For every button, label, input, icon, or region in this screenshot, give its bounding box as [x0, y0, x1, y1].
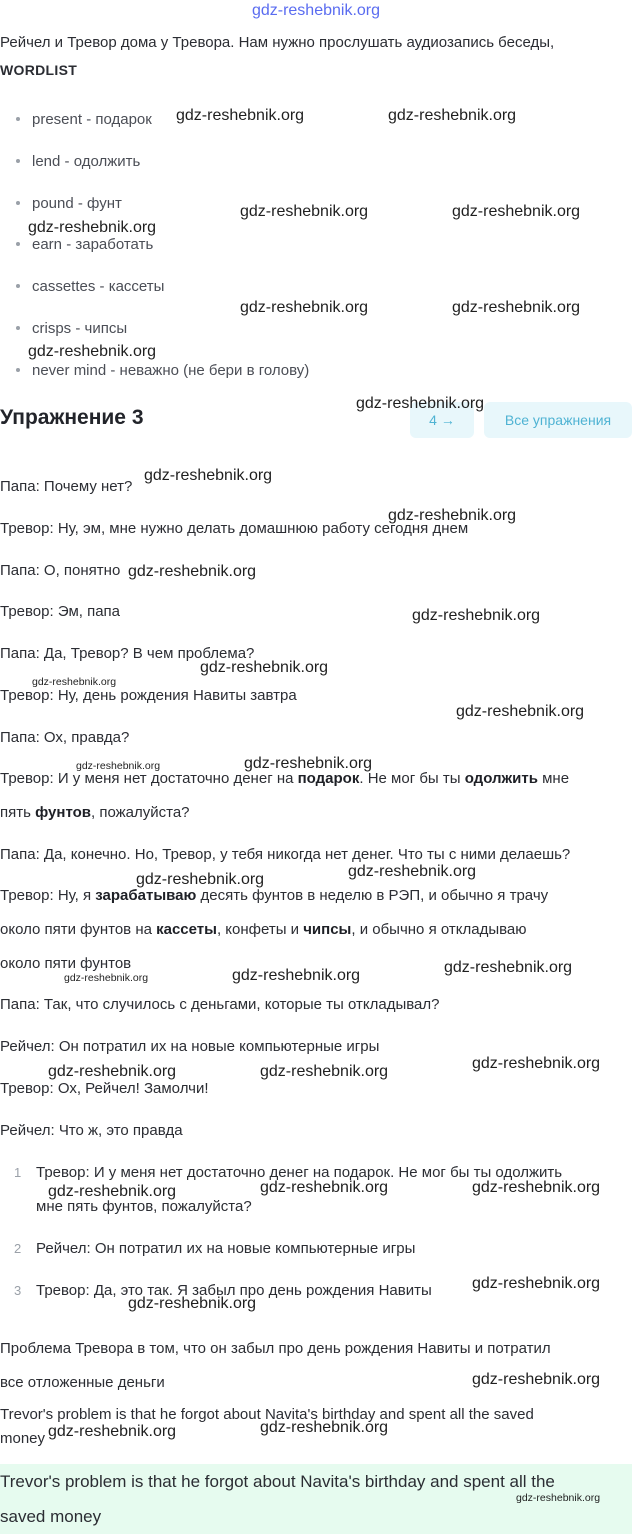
list-item: never mind - неважно (не бери в голову)	[16, 362, 309, 379]
watermark: gdz-reshebnik.org	[260, 1419, 389, 1436]
next-exercise-button[interactable]: 4 →	[410, 402, 474, 438]
watermark: gdz-reshebnik.org	[48, 1423, 177, 1440]
answer-line: Trevor's problem is that he forgot about Navita's birthday and spent all the	[0, 1472, 555, 1491]
answer-line: saved money	[0, 1507, 102, 1526]
list-item: lend - одолжить	[16, 153, 140, 170]
watermark: gdz-reshebnik.org	[452, 203, 581, 220]
dialogue-line: Тревор: И у меня нет достаточно денег на подарок. Не мог бы ты одолжить мне	[0, 770, 570, 787]
dialogue-line: Папа: Да, конечно. Но, Тревор, у тебя никогда нет денег. Что ты с ними делаешь?	[0, 846, 571, 863]
watermark: gdz-reshebnik.org	[28, 219, 157, 236]
conclusion-ru-line: все отложенные деньги	[0, 1374, 165, 1391]
watermark: gdz-reshebnik.org	[516, 1492, 601, 1504]
watermark: gdz-reshebnik.org	[388, 507, 517, 524]
watermark: gdz-reshebnik.org	[128, 1295, 257, 1312]
all-exercises-button[interactable]: Все упражнения	[484, 402, 632, 438]
wordlist-title: WORDLIST	[0, 62, 78, 78]
watermark: gdz-reshebnik.org	[472, 1179, 601, 1196]
watermark: gdz-reshebnik.org	[64, 972, 149, 984]
exercise-title: Упражнение 3	[0, 406, 144, 429]
list-item: crisps - чипсы	[16, 320, 127, 337]
bullet-icon	[16, 326, 20, 330]
dialogue-line: около пяти фунтов	[0, 955, 132, 972]
dialogue-line: Тревор: Ну, эм, мне нужно делать домашнюю работу сегодня днем	[0, 520, 469, 537]
watermark: gdz-reshebnik.org	[388, 107, 517, 124]
watermark: gdz-reshebnik.org	[444, 959, 573, 976]
list-item: cassettes - кассеты	[16, 278, 164, 295]
dialogue-line: Рейчел: Что ж, это правда	[0, 1122, 183, 1139]
watermark: gdz-reshebnik.org	[48, 1183, 177, 1200]
intro-text: Рейчел и Тревор дома у Тревора. Нам нужно прослушать аудиозапись беседы,	[0, 34, 555, 51]
watermark: gdz-reshebnik.org	[232, 967, 361, 984]
list-item: earn - заработать	[16, 236, 153, 253]
list-item: present - подарок	[16, 111, 152, 128]
watermark: gdz-reshebnik.org	[412, 607, 541, 624]
dialogue-line: Папа: Так, что случилось с деньгами, которые ты откладывал?	[0, 996, 440, 1013]
watermark: gdz-reshebnik.org	[456, 703, 585, 720]
watermark: gdz-reshebnik.org	[48, 1063, 177, 1080]
watermark: gdz-reshebnik.org	[452, 299, 581, 316]
dialogue-line: Тревор: Эм, папа	[0, 603, 121, 620]
watermark: gdz-reshebnik.org	[176, 107, 305, 124]
watermark: gdz-reshebnik.org	[356, 395, 485, 412]
watermark: gdz-reshebnik.org	[136, 871, 265, 888]
numbered-item: 1 Тревор: И у меня нет достаточно денег на подарок. Не мог бы ты одолжить	[14, 1164, 563, 1181]
watermark: gdz-reshebnik.org	[76, 760, 161, 772]
list-item: pound - фунт	[16, 195, 122, 212]
numbered-item: 2 Рейчел: Он потратил их на новые компьютерные игры	[14, 1240, 416, 1257]
bullet-icon	[16, 242, 20, 246]
watermark: gdz-reshebnik.org	[200, 659, 329, 676]
dialogue-line: Тревор: Ох, Рейчел! Замолчи!	[0, 1080, 209, 1097]
dialogue-line: Тревор: Ну, я зарабатываю десять фунтов в неделю в РЭП, и обычно я трачу	[0, 887, 549, 904]
watermark: gdz-reshebnik.org	[348, 863, 477, 880]
numbered-item-continuation: мне пять фунтов, пожалуйста?	[36, 1198, 252, 1215]
watermark: gdz-reshebnik.org	[240, 299, 369, 316]
conclusion-ru-line: Проблема Тревора в том, что он забыл про день рождения Навиты и потратил	[0, 1340, 551, 1357]
bullet-icon	[16, 117, 20, 121]
dialogue-line: Папа: Ох, правда?	[0, 729, 130, 746]
watermark: gdz-reshebnik.org	[144, 467, 273, 484]
watermark: gdz-reshebnik.org	[472, 1371, 601, 1388]
conclusion-en-line: money	[0, 1430, 46, 1447]
watermark: gdz-reshebnik.org	[472, 1275, 601, 1292]
dialogue-line: Тревор: Ну, день рождения Навиты завтра	[0, 687, 297, 704]
dialogue-line: Рейчел: Он потратил их на новые компьютерные игры	[0, 1038, 380, 1055]
watermark: gdz-reshebnik.org	[128, 563, 257, 580]
dialogue-line: пять фунтов, пожалуйста?	[0, 804, 190, 821]
dialogue-line: около пяти фунтов на кассеты, конфеты и чипсы, и обычно я откладываю	[0, 921, 527, 938]
watermark: gdz-reshebnik.org	[28, 343, 157, 360]
watermark: gdz-reshebnik.org	[260, 1179, 389, 1196]
watermark: gdz-reshebnik.org	[244, 755, 373, 772]
top-watermark: gdz-reshebnik.org	[251, 2, 381, 19]
watermark: gdz-reshebnik.org	[260, 1063, 389, 1080]
watermark: gdz-reshebnik.org	[240, 203, 369, 220]
watermark: gdz-reshebnik.org	[472, 1055, 601, 1072]
conclusion-en-line: Trevor's problem is that he forgot about Navita's birthday and spent all the saved	[0, 1406, 534, 1423]
watermark: gdz-reshebnik.org	[32, 676, 117, 688]
bullet-icon	[16, 159, 20, 163]
bullet-icon	[16, 201, 20, 205]
bullet-icon	[16, 368, 20, 372]
dialogue-line: Папа: Почему нет?	[0, 478, 133, 495]
bullet-icon	[16, 284, 20, 288]
dialogue-line: Папа: О, понятно	[0, 562, 121, 579]
dialogue-line: Папа: Да, Тревор? В чем проблема?	[0, 645, 255, 662]
numbered-item: 3 Тревор: Да, это так. Я забыл про день рождения Навиты	[14, 1282, 432, 1299]
